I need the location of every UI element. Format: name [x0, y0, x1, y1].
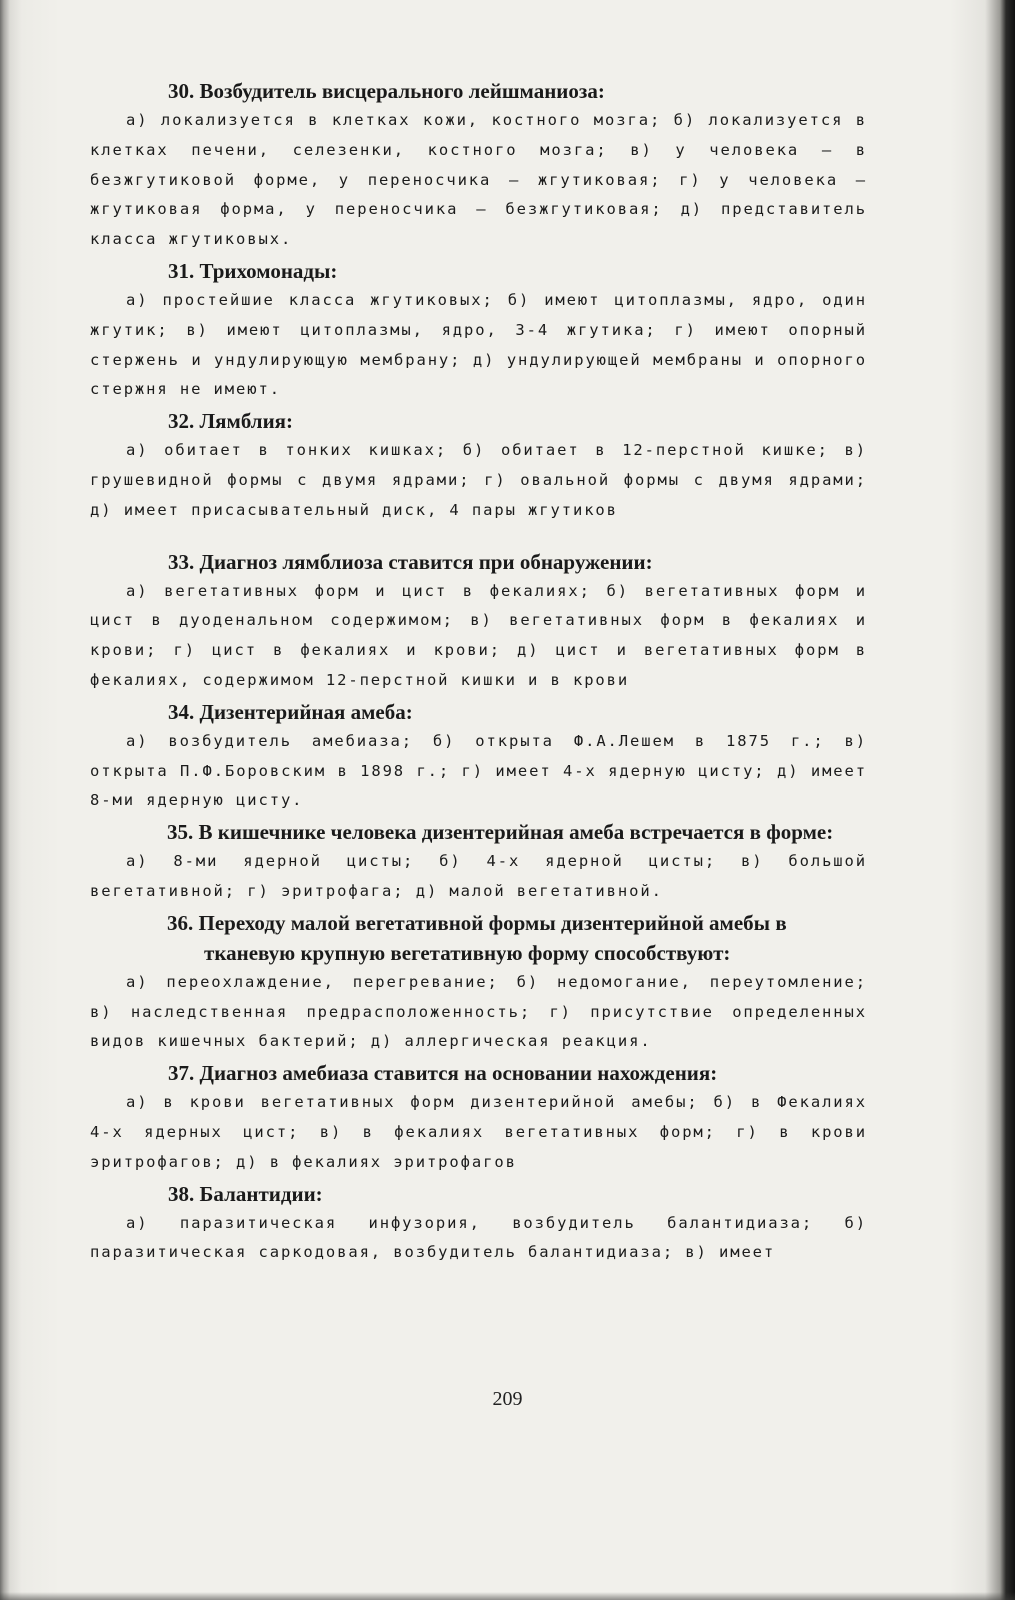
page-content	[90, 76, 867, 1269]
question-37-answers: а) в крови вегетативных форм дизентерийной амебы; б) в Фекалиях 4-х ядерных цист; в) в фекалиях вегетативных форм; г) в крови эритрофагов; д) в фекалиях эритрофагов	[90, 1093, 867, 1171]
question-32-title: 32. Лямблия:	[168, 409, 294, 434]
question-36-answers: а) переохлаждение, перегревание; б) недомогание, переутомление; в) наследственная предрасположенность; г) присутствие определенных видов кишечных бактерий; д) аллергическая реакция.	[90, 972, 867, 1051]
question-38-answers: а) паразитическая инфузория, возбудитель балантидиаза; б) паразитическая саркодовая, возбудитель балантидиаза; в) имеет	[90, 1213, 867, 1262]
question-34-title: 34. Дизентерийная амеба:	[168, 699, 413, 724]
question-35-answers: а) 8-ми ядерной цисты; б) 4-х ядерной цисты; в) большой вегетативной; г) эритрофага; д) малой вегетативной.	[90, 852, 867, 900]
question-33-title: 33. Диагноз лямблиоза ставится при обнаружении:	[168, 549, 653, 574]
question-33-answers: а) вегетативных форм и цист в фекалиях; б) вегетативных форм и цист в дуоденальном содержимом; в) вегетативных форм в фекалиях и крови; г) цист в фекалиях и крови; д) цист и вегетативных форм в фекалиях, содержимом 12-перстной кишки и в крови	[90, 581, 867, 689]
question-37-title: 37. Диагноз амебиаза ставится на основании нахождения:	[168, 1061, 718, 1086]
question-31-answers: а) простейшие класса жгутиковых; б) имеют цитоплазмы, ядро, один жгутик; в) имеют цитоплазмы, ядро, 3-4 жгутика; г) имеют опорный стержень и ундулирующую мембрану; д) ундулирующей мембраны и опорного стержня не имеют.	[90, 290, 867, 399]
question-35-title: 35. В кишечнике человека дизентерийная амеба встречается в форме:	[167, 820, 834, 845]
section-gap	[90, 527, 867, 547]
question-30-title: 30. Возбудитель висцерального лейшманиоза:	[168, 79, 605, 103]
question-34-answers: а) возбудитель амебиаза; б) открыта Ф.А.Лешем в 1875 г.; в) открыта П.Ф.Боровским в 1898 г.; г) имеет 4-х ядерную цисту; д) имеет 8-ми ядерную цисту.	[90, 731, 867, 810]
question-36-title: 36. Переходу малой вегетативной формы дизентерийной амебы в тканевую крупную вегетативную форму способствуют:	[167, 910, 787, 965]
question-32-answers: а) обитает в тонких кишках; б) обитает в 12-перстной кишке; в) грушевидной формы с двумя ядрами; г) овальной формы с двумя ядрами; д) имеет присасывательный диск, 4 пары жгутиков	[90, 441, 867, 519]
question-38-title: 38. Балантидии:	[168, 1181, 323, 1206]
question-30-answers: а) локализуется в клетках кожи, костного мозга; б) локализуется в клетках печени, селезенки, костного мозга; в) у человека — в безжгутиковой форме, у переносчика — жгутиковая; г) у человека — жгутиковая форма, у переносчика — безжгутиковая; д) представитель класса жгутиковых.	[90, 111, 867, 249]
page-edge-shadow	[0, 1592, 1015, 1600]
page-number: 209	[492, 1388, 523, 1410]
question-31-title: 31. Трихомонады:	[168, 258, 338, 283]
